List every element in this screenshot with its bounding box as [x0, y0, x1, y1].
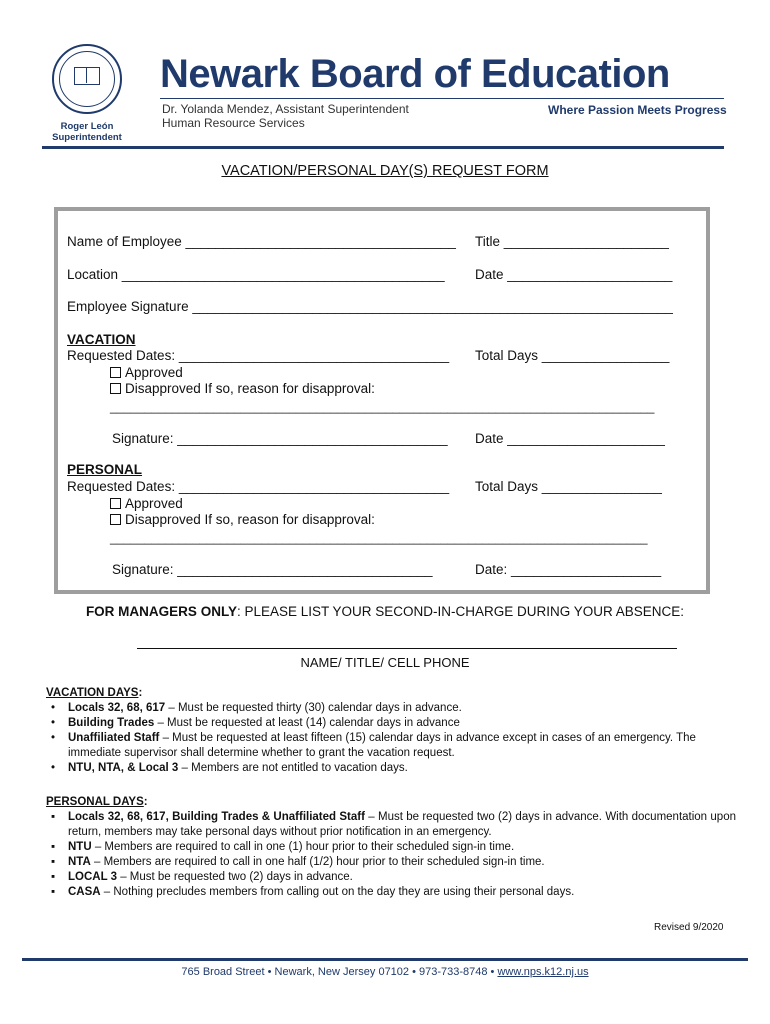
personal-heading: PERSONAL: [67, 462, 143, 477]
personal-reason-line[interactable]: ______________________________________________________________________________: [110, 531, 648, 545]
employee-signature-field[interactable]: Employee Signature ________________________________________________________________: [67, 299, 673, 314]
bullet-icon: ▪: [50, 811, 56, 823]
header-divider: [160, 98, 724, 99]
rule-group: Locals 32, 68, 617: [68, 702, 166, 714]
rule-text: – Must be requested thirty (30) calendar days in advance.: [165, 702, 462, 714]
rule-text: – Must be requested two (2) days in advance.: [117, 871, 353, 883]
employee-name-field[interactable]: Name of Employee ____________________________________: [67, 234, 456, 249]
personal-approved-checkbox[interactable]: [110, 498, 121, 509]
rule-item: [46, 701, 736, 716]
motto: Where Passion Meets Progress: [548, 103, 727, 117]
second-in-charge-caption: NAME/ TITLE/ CELL PHONE: [300, 655, 470, 670]
rule-group: Unaffiliated Staff: [68, 732, 160, 744]
vacation-days-list: [46, 701, 736, 776]
personal-signature-field[interactable]: Signature: __________________________________: [112, 562, 433, 577]
personal-approved-option[interactable]: Approved: [110, 496, 183, 511]
bullet-icon: ▪: [50, 856, 56, 868]
rule-group: CASA: [68, 886, 101, 898]
date-field[interactable]: Date ______________________: [475, 267, 673, 282]
revised-date: Revised 9/2020: [654, 922, 724, 933]
rule-item: [46, 885, 736, 900]
vacation-approved-checkbox[interactable]: [110, 367, 121, 378]
personal-disapproved-option[interactable]: Disapproved If so, reason for disapproval:: [110, 512, 375, 527]
vacation-requested-dates-field[interactable]: Requested Dates: ____________________________________: [67, 348, 450, 363]
vacation-signature-field[interactable]: Signature: ____________________________________: [112, 431, 448, 446]
rule-text: – Must be requested at least (14) calendar days in advance: [154, 717, 460, 729]
personal-date-field[interactable]: Date: ____________________: [475, 562, 662, 577]
rule-group: Locals 32, 68, 617, Building Trades & Unaffiliated Staff: [68, 811, 365, 823]
superintendent-caption: Roger León Superintendent: [52, 121, 122, 143]
rule-item: [46, 810, 736, 840]
vacation-approved-option[interactable]: Approved: [110, 365, 183, 380]
vacation-heading: VACATION: [67, 332, 136, 347]
form-title: VACATION/PERSONAL DAY(S) REQUEST FORM: [221, 163, 549, 179]
vacation-reason-line[interactable]: _______________________________________________________________________________: [110, 400, 655, 414]
personal-total-days-field[interactable]: Total Days ________________: [475, 479, 662, 494]
personal-disapproved-checkbox[interactable]: [110, 514, 121, 525]
title-field[interactable]: Title ______________________: [475, 234, 669, 249]
bullet-icon: •: [50, 717, 56, 729]
rule-item: [46, 731, 736, 761]
rule-item: [46, 716, 736, 731]
vacation-days-heading: VACATION DAYS: [46, 687, 139, 699]
bullet-icon: •: [50, 732, 56, 744]
location-field[interactable]: Location ___________________________________________: [67, 267, 445, 282]
rule-group: NTA: [68, 856, 91, 868]
bullet-icon: •: [50, 702, 56, 714]
website-link[interactable]: www.nps.k12.nj.us: [497, 966, 589, 978]
bullet-icon: ▪: [50, 886, 56, 898]
bullet-icon: ▪: [50, 841, 56, 853]
second-in-charge-line[interactable]: [137, 648, 677, 649]
rule-text: – Members are not entitled to vacation days.: [178, 762, 408, 774]
footer: [0, 966, 770, 978]
personal-days-rules: PERSONAL DAYS: ▪ Locals 32, 68, 617, Building Trades & Unaffiliated Staff – Must be requested two (2) days in advance. With documentation upon return, members may take personal days without prior notification in an emergency. ▪ NTU – Members are required to call in one (1) hour prior to their scheduled sign-in time. ▪ NTA – Members are required to call in one half (1/2) hour prior to their scheduled sign-in time. ▪ LOCAL 3 – Must be requested two (2) days in advance. ▪ CASA – Nothing precludes members from calling out on the day they are using their personal days.: [46, 796, 736, 898]
bullet-icon: ▪: [50, 871, 56, 883]
department-line: Human Resource Services: [162, 116, 305, 130]
managers-instruction: FOR MANAGERS ONLY: PLEASE LIST YOUR SECOND-IN-CHARGE DURING YOUR ABSENCE:: [85, 604, 685, 619]
vacation-days-rules: VACATION DAYS: • Locals 32, 68, 617 – Must be requested thirty (30) calendar days in advance. • Building Trades – Must be requested at least (14) calendar days in advance • Unaffiliated Staff – Must be requested at least fifteen (15) calendar days in advance except in cases of an emergency. The immediate supervisor shall determine whether to grant the vacation request. • NTU, NTA, & Local 3 – Members are not entitled to vacation days.: [46, 686, 736, 776]
rule-item: [46, 761, 736, 776]
vacation-disapproved-option[interactable]: Disapproved If so, reason for disapproval:: [110, 381, 375, 396]
rule-item: [46, 870, 736, 885]
personal-days-list: [46, 810, 736, 900]
assistant-line: Dr. Yolanda Mendez, Assistant Superintendent: [162, 102, 409, 116]
rule-text: – Members are required to call in one half (1/2) hour prior to their scheduled sign-in time.: [90, 856, 545, 868]
rule-text: – Must be requested at least fifteen (15) calendar days in advance except in cases of an emergency. The immediate supervisor shall determine whether to grant the vacation request.: [68, 732, 696, 759]
rule-text: – Nothing precludes members from calling out on the day they are using their personal days.: [100, 886, 575, 898]
rule-item: [46, 840, 736, 855]
vacation-date-field[interactable]: Date _____________________: [475, 431, 665, 446]
header-bar: [42, 146, 724, 149]
rule-item: [46, 855, 736, 870]
department-info: [162, 102, 409, 130]
rule-group: NTU: [68, 841, 92, 853]
rule-group: LOCAL 3: [68, 871, 117, 883]
vacation-total-days-field[interactable]: Total Days _________________: [475, 348, 670, 363]
personal-days-heading: PERSONAL DAYS: [46, 796, 144, 808]
rule-group: NTU, NTA, & Local 3: [68, 762, 179, 774]
rule-text: – Members are required to call in one (1) hour prior to their scheduled sign-in time.: [91, 841, 515, 853]
vacation-disapproved-checkbox[interactable]: [110, 383, 121, 394]
bullet-icon: •: [50, 762, 56, 774]
footer-address: 765 Broad Street • Newark, New Jersey 07102 • 973-733-8748 •: [181, 966, 498, 978]
rule-group: Building Trades: [68, 717, 155, 729]
district-seal-logo: [52, 44, 122, 114]
personal-requested-dates-field[interactable]: Requested Dates: ____________________________________: [67, 479, 450, 494]
rule-text: – Must be requested two (2) days in advance. With documentation upon return, members may take personal days without prior notification in an emergency.: [68, 811, 736, 838]
org-title: Newark Board of Education: [160, 52, 670, 96]
footer-bar: [22, 958, 748, 961]
